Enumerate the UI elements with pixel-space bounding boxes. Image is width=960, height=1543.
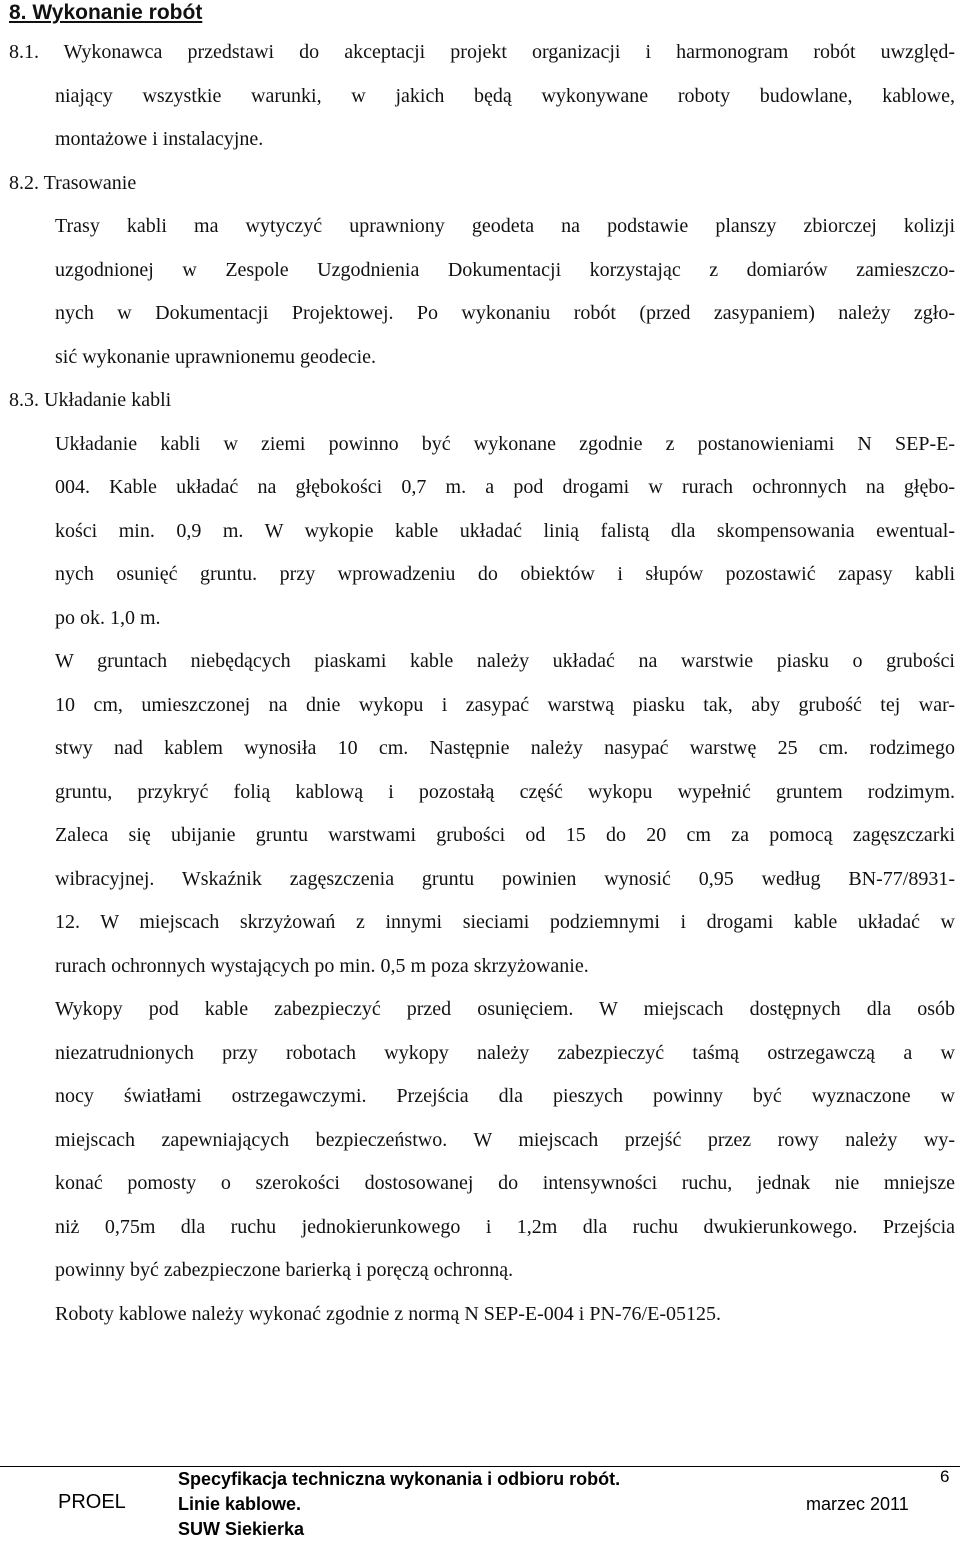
paragraph-8-2 (9, 162, 955, 380)
text-line: Roboty kablowe należy wykonać zgodnie z normą N SEP-E-004 i PN-76/E-05125. (55, 1302, 721, 1325)
text-line: Trasy kabli ma wytyczyć uprawniony geodeta na podstawie planszy zbiorczej kolizji (55, 215, 955, 237)
text-line: kości min. 0,9 m. W wykopie kable układać linią falistą dla skompensowania ewentual- (55, 519, 955, 542)
text-line: uzgodnionej w Zespole Uzgodnienia Dokumentacji korzystając z domiarów zamieszczo- (55, 258, 955, 281)
text-line: Zaleca się ubijanie gruntu warstwami grubości od 15 do 20 cm za pomocą zagęszczarki (55, 824, 955, 846)
text-line: gruntu, przykryć folią kablową i pozostałą część wykopu wypełnić gruntem rodzimym. (55, 780, 955, 803)
text-line: 12. W miejscach skrzyżowań z innymi sieciami podziemnymi i drogami kable układać w (55, 911, 955, 933)
text-line: miejscach zapewniających bezpieczeństwo. W miejscach przejść przez rowy należy wy- (55, 1128, 955, 1151)
section-title: 8. Wykonanie robót (9, 1, 203, 24)
text-line: nych w Dokumentacji Projektowej. Po wykonaniu robót (przed zasypaniem) należy zgło- (55, 302, 955, 324)
text-line: niż 0,75m dla ruchu jednokierunkowego i 1,2m dla ruchu dwukierunkowego. Przejścia (55, 1215, 955, 1238)
text-line: niający wszystkie warunki, w jakich będą wykonywane roboty budowlane, kablowe, (55, 84, 955, 107)
footer-title-line: Specyfikacja techniczna wykonania i odbioru robót. (178, 1469, 621, 1489)
text-line: nocy światłami ostrzegawczymi. Przejścia dla pieszych powinny być wyznaczone w (55, 1085, 955, 1107)
text-line: 004. Kable układać na głębokości 0,7 m. a pod drogami w rurach ochronnych na głębo- (55, 476, 955, 498)
text-line: montażowe i instalacyjne. (55, 128, 264, 150)
page-footer (0, 1466, 960, 1543)
text-line: 8.1. Wykonawca przedstawi do akceptacji projekt organizacji i harmonogram robót uwzględ- (9, 41, 955, 63)
text-line: nych osunięć gruntu. przy wprowadzeniu do obiektów i słupów pozostawić zapasy kabli (55, 563, 955, 585)
footer-company: PROEL (58, 1491, 126, 1513)
text-line: konać pomosty o szerokości dostosowanej do intensywności ruchu, jednak nie mniejsze (55, 1172, 955, 1194)
subsection-heading: 8.2. Trasowanie (9, 171, 137, 194)
paragraph-8-3 (9, 379, 955, 1336)
document-body (9, 0, 955, 1336)
text-line: stwy nad kablem wynosiła 10 cm. Następnie należy nasypać warstwę 25 cm. rodzimego (55, 737, 955, 759)
text-line: W gruntach niebędących piaskami kable należy układać na warstwie piasku o grubości (55, 650, 955, 672)
footer-document-title (178, 1467, 620, 1542)
text-line: wibracyjnej. Wskaźnik zagęszczenia gruntu powinien wynosić 0,95 według BN-77/8931- (55, 867, 955, 890)
footer-title-line: Linie kablowe. (178, 1494, 302, 1514)
text-line: Wykopy pod kable zabezpieczyć przed osunięciem. W miejscach dostępnych dla osób (55, 998, 955, 1020)
text-line: niezatrudnionych przy robotach wykopy należy zabezpieczyć taśmą ostrzegawczą a w (55, 1041, 955, 1064)
text-line: sić wykonanie uprawnionemu geodecie. (55, 345, 377, 368)
text-line: rurach ochronnych wystających po min. 0,5 m poza skrzyżowanie. (55, 954, 589, 977)
text-line: 10 cm, umieszczonej na dnie wykopu i zasypać warstwą piasku tak, aby grubość tej war- (55, 693, 955, 716)
paragraph-8-1 (9, 31, 955, 162)
text-line: powinny być zabezpieczone barierką i poręczą ochronną. (55, 1259, 514, 1281)
footer-date: marzec 2011 (806, 1494, 909, 1514)
footer-title-line: SUW Siekierka (178, 1519, 305, 1539)
text-line: po ok. 1,0 m. (55, 606, 161, 629)
subsection-heading: 8.3. Układanie kabli (9, 389, 172, 411)
page-number: 6 (940, 1467, 950, 1486)
text-line: Układanie kabli w ziemi powinno być wykonane zgodnie z postanowieniami N SEP-E- (55, 432, 955, 455)
